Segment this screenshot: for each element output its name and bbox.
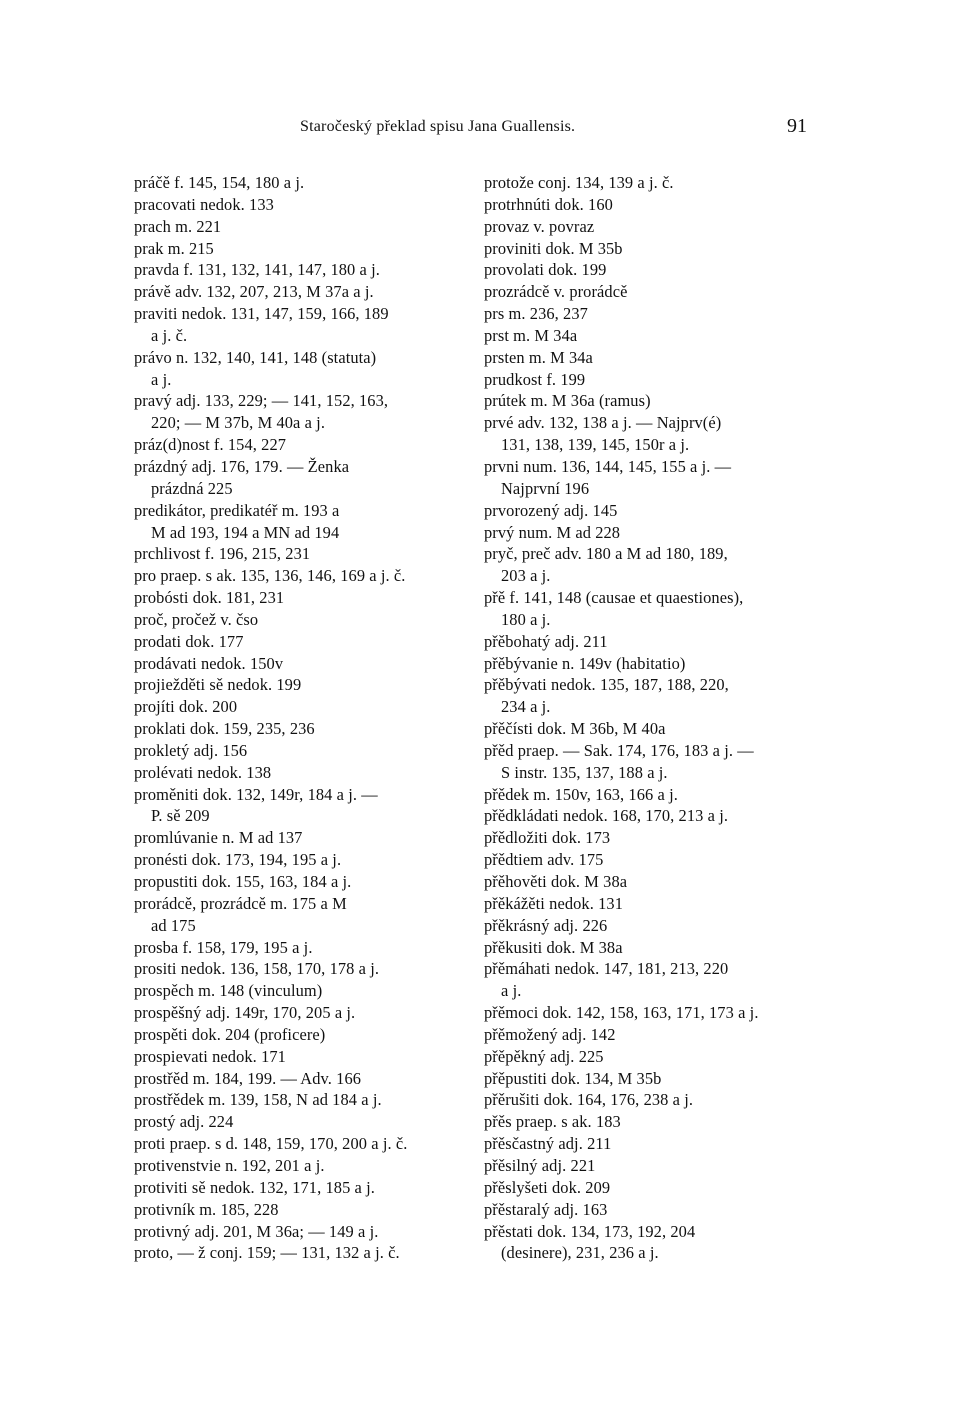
index-entry bbox=[484, 871, 818, 893]
entry-line: práz(d)nost f. 154, 227 bbox=[134, 435, 287, 455]
entry-line: prs m. 236, 237 bbox=[484, 304, 588, 324]
entry-line: prak m. 215 bbox=[134, 238, 214, 258]
entry-line: provaz v. povraz bbox=[484, 216, 595, 236]
entry-line: přěs praep. s ak. 183 bbox=[484, 1112, 621, 1132]
entry-line: prosba f. 158, 179, 195 a j. bbox=[134, 937, 313, 957]
entry-line: protože conj. 134, 139 a j. č. bbox=[484, 173, 674, 192]
index-entry bbox=[134, 390, 462, 434]
entry-line: prospěch m. 148 (vinculum) bbox=[134, 981, 323, 1001]
entry-line: přěmoci dok. 142, 158, 163, 171, 173 a j. bbox=[484, 1003, 759, 1023]
entry-line: přě f. 141, 148 (causae et quaestiones), bbox=[484, 588, 744, 608]
entry-line: probósti dok. 181, 231 bbox=[134, 588, 285, 608]
entry-line: predikátor, predikatéř m. 193 a bbox=[134, 500, 340, 520]
index-entry bbox=[484, 915, 818, 937]
index-entry bbox=[134, 1199, 462, 1221]
entry-line: přěsčastný adj. 211 bbox=[484, 1134, 612, 1154]
entry-line: pro praep. s ak. 135, 136, 146, 169 a j. č. bbox=[134, 566, 406, 586]
entry-line: přěbohatý adj. 211 bbox=[484, 631, 608, 651]
entry-line: prchlivost f. 196, 215, 231 bbox=[134, 544, 311, 564]
entry-line: proměniti dok. 132, 149r, 184 a j. — bbox=[134, 784, 378, 804]
entry-line: právo n. 132, 140, 141, 148 (statuta) bbox=[134, 347, 377, 367]
entry-line: prvý num. M ad 228 bbox=[484, 522, 621, 542]
index-entry bbox=[484, 259, 818, 281]
index-entry bbox=[134, 194, 462, 216]
entry-line: prospěšný adj. 149r, 170, 205 a j. bbox=[134, 1003, 356, 1023]
index-entry bbox=[134, 631, 462, 653]
index-entry bbox=[484, 740, 818, 784]
entry-line: pronésti dok. 173, 194, 195 a j. bbox=[134, 850, 342, 870]
index-entry bbox=[484, 631, 818, 653]
entry-line: přěstaralý adj. 163 bbox=[484, 1199, 608, 1219]
index-entry bbox=[484, 522, 818, 544]
index-entry bbox=[134, 696, 462, 718]
index-entry bbox=[134, 1024, 462, 1046]
entry-continuation: 220; — M 37b, M 40a a j. bbox=[151, 413, 326, 433]
entry-line: přěsilný adj. 221 bbox=[484, 1155, 596, 1175]
entry-continuation: 203 a j. bbox=[501, 566, 551, 586]
index-entry bbox=[134, 303, 462, 347]
index-entry bbox=[134, 347, 462, 391]
index-entry bbox=[134, 1046, 462, 1068]
entry-continuation: P. sě 209 bbox=[151, 806, 210, 826]
entry-continuation: 131, 138, 139, 145, 150r a j. bbox=[501, 435, 690, 455]
entry-line: projiežděti sě nedok. 199 bbox=[134, 675, 302, 695]
index-entry bbox=[484, 1024, 818, 1046]
entry-line: přěkážěti nedok. 131 bbox=[484, 893, 623, 913]
entry-line: provolati dok. 199 bbox=[484, 260, 607, 280]
index-entry bbox=[134, 1242, 462, 1264]
index-entry bbox=[134, 259, 462, 281]
index-entry bbox=[484, 281, 818, 303]
entry-line: prvorozený adj. 145 bbox=[484, 500, 618, 520]
entry-line: pryč, preč adv. 180 a M ad 180, 189, bbox=[484, 544, 728, 564]
entry-line: prvé adv. 132, 138 a j. — Najprv(é) bbox=[484, 413, 722, 433]
entry-continuation: a j. bbox=[501, 981, 522, 1001]
index-entry bbox=[484, 1068, 818, 1090]
left-index-column bbox=[134, 172, 462, 1264]
entry-line: přědtiem adv. 175 bbox=[484, 850, 604, 870]
index-entry bbox=[134, 980, 462, 1002]
index-entry bbox=[484, 216, 818, 238]
right-index-column bbox=[484, 172, 818, 1264]
index-entry bbox=[484, 1133, 818, 1155]
entry-line: protivenstvie n. 192, 201 a j. bbox=[134, 1155, 325, 1175]
entry-continuation: ad 175 bbox=[151, 915, 196, 935]
index-entry bbox=[134, 827, 462, 849]
index-entry bbox=[134, 740, 462, 762]
entry-line: přěmožený adj. 142 bbox=[484, 1024, 616, 1044]
index-entry bbox=[134, 587, 462, 609]
running-title: Staročeský překlad spisu Jana Guallensis. bbox=[300, 118, 576, 135]
entry-line: proto, — ž conj. 159; — 131, 132 a j. č. bbox=[134, 1243, 400, 1263]
index-entry bbox=[484, 456, 818, 500]
entry-line: práčě f. 145, 154, 180 a j. bbox=[134, 173, 305, 192]
entry-line: přěslyšeti dok. 209 bbox=[484, 1177, 611, 1197]
entry-continuation: S instr. 135, 137, 188 a j. bbox=[501, 762, 668, 782]
index-entry bbox=[484, 718, 818, 740]
entry-line: protivný adj. 201, M 36a; — 149 a j. bbox=[134, 1221, 379, 1241]
entry-continuation: Najprvní 196 bbox=[501, 478, 590, 498]
index-entry bbox=[484, 303, 818, 325]
index-entry bbox=[134, 718, 462, 740]
index-entry bbox=[484, 849, 818, 871]
entry-line: prospievati nedok. 171 bbox=[134, 1046, 286, 1066]
entry-continuation: (desinere), 231, 236 a j. bbox=[501, 1243, 659, 1263]
index-entry bbox=[134, 456, 462, 500]
entry-line: přěbývati nedok. 135, 187, 188, 220, bbox=[484, 675, 729, 695]
entry-line: přědložiti dok. 173 bbox=[484, 828, 611, 848]
index-entry bbox=[484, 937, 818, 959]
index-entry bbox=[134, 784, 462, 828]
entry-line: prodávati nedok. 150v bbox=[134, 653, 284, 673]
index-entry bbox=[134, 674, 462, 696]
entry-continuation: M ad 193, 194 a MN ad 194 bbox=[151, 522, 340, 542]
index-entry bbox=[484, 412, 818, 456]
index-entry bbox=[134, 893, 462, 937]
entry-line: prútek m. M 36a (ramus) bbox=[484, 391, 651, 411]
entry-line: prvni num. 136, 144, 145, 155 a j. — bbox=[484, 456, 732, 476]
entry-continuation: 180 a j. bbox=[501, 609, 551, 629]
entry-line: přěd praep. — Sak. 174, 176, 183 a j. — bbox=[484, 740, 754, 760]
index-entry bbox=[484, 827, 818, 849]
entry-line: protiviti sě nedok. 132, 171, 185 a j. bbox=[134, 1177, 375, 1197]
entry-line: prostřěd m. 184, 199. — Adv. 166 bbox=[134, 1068, 362, 1088]
entry-line: prsten m. M 34a bbox=[484, 347, 593, 367]
index-entry bbox=[484, 1177, 818, 1199]
index-entry bbox=[484, 1199, 818, 1221]
index-entry bbox=[134, 216, 462, 238]
entry-line: projíti dok. 200 bbox=[134, 697, 238, 717]
index-entry bbox=[134, 1068, 462, 1090]
entry-line: přědek m. 150v, 163, 166 a j. bbox=[484, 784, 678, 804]
index-entry bbox=[134, 172, 462, 194]
entry-line: přědkládati nedok. 168, 170, 213 a j. bbox=[484, 806, 729, 826]
index-entry bbox=[484, 1002, 818, 1024]
entry-line: prudkost f. 199 bbox=[484, 369, 586, 389]
entry-line: proklati dok. 159, 235, 236 bbox=[134, 719, 315, 739]
index-entry bbox=[484, 238, 818, 260]
entry-line: přěmáhati nedok. 147, 181, 213, 220 bbox=[484, 959, 729, 979]
entry-line: pravý adj. 133, 229; — 141, 152, 163, bbox=[134, 391, 389, 411]
index-entry bbox=[484, 325, 818, 347]
index-entry bbox=[484, 653, 818, 675]
entry-line: prolévati nedok. 138 bbox=[134, 762, 272, 782]
index-entry bbox=[134, 500, 462, 544]
entry-line: přěhověti dok. M 38a bbox=[484, 872, 628, 891]
index-entry bbox=[484, 805, 818, 827]
entry-line: přěkusiti dok. M 38a bbox=[484, 937, 623, 957]
index-entry bbox=[484, 347, 818, 369]
index-entry bbox=[134, 1111, 462, 1133]
entry-line: prositi nedok. 136, 158, 170, 178 a j. bbox=[134, 959, 380, 979]
index-entry bbox=[134, 434, 462, 456]
index-entry bbox=[134, 238, 462, 260]
page-number: 91 bbox=[787, 115, 807, 137]
index-entry bbox=[134, 958, 462, 980]
entry-line: proč, pročež v. čso bbox=[134, 609, 259, 629]
index-entry bbox=[134, 1089, 462, 1111]
entry-line: přěrušiti dok. 164, 176, 238 a j. bbox=[484, 1090, 694, 1110]
index-entry bbox=[484, 194, 818, 216]
index-entry bbox=[134, 1002, 462, 1024]
index-entry bbox=[484, 1089, 818, 1111]
entry-line: přěpustiti dok. 134, M 35b bbox=[484, 1068, 662, 1088]
entry-line: přěstati dok. 134, 173, 192, 204 bbox=[484, 1221, 696, 1241]
index-entry bbox=[134, 849, 462, 871]
index-entry bbox=[134, 609, 462, 631]
index-entry bbox=[484, 1046, 818, 1068]
index-entry bbox=[134, 1177, 462, 1199]
index-entry bbox=[484, 543, 818, 587]
index-entry bbox=[484, 893, 818, 915]
entry-line: proti praep. s d. 148, 159, 170, 200 a j. č. bbox=[134, 1134, 408, 1154]
index-entry bbox=[484, 958, 818, 1002]
entry-line: praviti nedok. 131, 147, 159, 166, 189 bbox=[134, 304, 389, 324]
entry-line: protivník m. 185, 228 bbox=[134, 1199, 279, 1219]
entry-line: prodati dok. 177 bbox=[134, 631, 244, 651]
index-entry bbox=[484, 784, 818, 806]
index-entry bbox=[484, 1155, 818, 1177]
entry-line: právě adv. 132, 207, 213, M 37a a j. bbox=[134, 282, 374, 302]
index-entry bbox=[484, 674, 818, 718]
entry-line: prostý adj. 224 bbox=[134, 1112, 234, 1132]
index-entry bbox=[484, 172, 818, 194]
index-entry bbox=[134, 1133, 462, 1155]
entry-line: přěbývanie n. 149v (habitatio) bbox=[484, 653, 686, 673]
index-entry bbox=[484, 369, 818, 391]
entry-line: pravda f. 131, 132, 141, 147, 180 a j. bbox=[134, 260, 380, 280]
index-entry bbox=[134, 762, 462, 784]
entry-line: prázdný adj. 176, 179. — Ženka bbox=[134, 456, 350, 476]
index-entry bbox=[134, 281, 462, 303]
entry-line: prokletý adj. 156 bbox=[134, 740, 248, 760]
index-entry bbox=[484, 500, 818, 522]
index-entry bbox=[484, 1111, 818, 1133]
index-entry bbox=[134, 653, 462, 675]
entry-continuation: prázdná 225 bbox=[151, 478, 233, 498]
entry-line: pracovati nedok. 133 bbox=[134, 194, 274, 214]
index-entry bbox=[484, 587, 818, 631]
index-entry bbox=[484, 1221, 818, 1265]
running-head bbox=[0, 115, 960, 142]
entry-line: prst m. M 34a bbox=[484, 325, 578, 345]
entry-line: promlúvanie n. M ad 137 bbox=[134, 828, 303, 848]
entry-line: prozrádcě v. prorádcě bbox=[484, 282, 628, 302]
entry-line: protrhnúti dok. 160 bbox=[484, 194, 613, 214]
entry-line: přěkrásný adj. 226 bbox=[484, 915, 608, 935]
entry-line: prostřědek m. 139, 158, N ad 184 a j. bbox=[134, 1090, 382, 1110]
index-entry bbox=[484, 390, 818, 412]
index-entry bbox=[134, 565, 462, 587]
index-entry bbox=[134, 1221, 462, 1243]
index-entry bbox=[134, 871, 462, 893]
entry-line: prorádcě, prozrádcě m. 175 a M bbox=[134, 893, 347, 913]
entry-continuation: 234 a j. bbox=[501, 697, 551, 717]
entry-line: proviniti dok. M 35b bbox=[484, 238, 623, 258]
entry-continuation: a j. č. bbox=[151, 325, 188, 345]
index-entry bbox=[134, 937, 462, 959]
index-entry bbox=[134, 543, 462, 565]
entry-line: prospěti dok. 204 (proficere) bbox=[134, 1024, 326, 1044]
entry-line: propustiti dok. 155, 163, 184 a j. bbox=[134, 872, 352, 891]
entry-line: přěpěkný adj. 225 bbox=[484, 1046, 604, 1066]
index-entry bbox=[134, 1155, 462, 1177]
entry-line: přěčísti dok. M 36b, M 40a bbox=[484, 719, 666, 739]
entry-line: prach m. 221 bbox=[134, 216, 222, 236]
entry-continuation: a j. bbox=[151, 369, 172, 389]
